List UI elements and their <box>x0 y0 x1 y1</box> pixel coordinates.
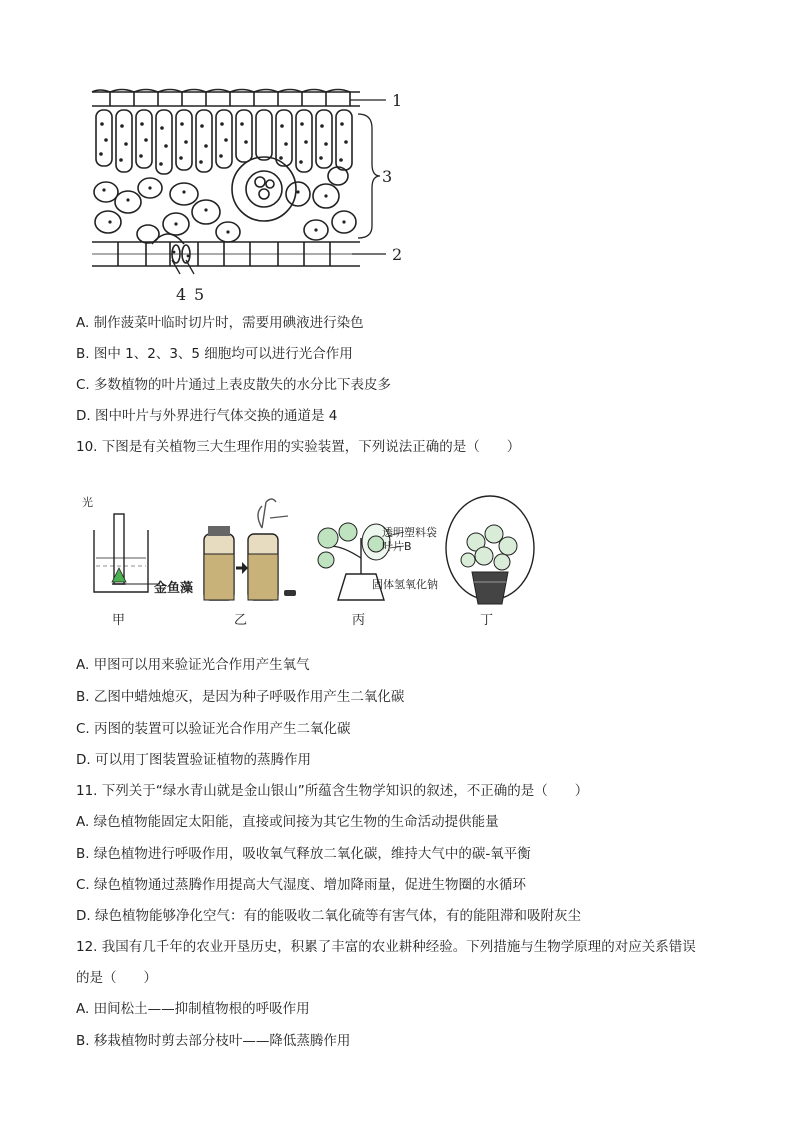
q9-option-d: D. 图中叶片与外界进行气体交换的通道是 4 <box>76 408 338 424</box>
q10-stem: 10. 下图是有关植物三大生理作用的实验装置，下列说法正确的是（ ） <box>76 439 521 455</box>
naoh-label: 固体氢氧化钠 <box>372 578 438 591</box>
q10-option-d: D. 可以用丁图装置验证植物的蒸腾作用 <box>76 752 311 768</box>
q12-option-b: B. 移栽植物时剪去部分枝叶——降低蒸腾作用 <box>76 1033 351 1049</box>
q10-option-c: C. 丙图的装置可以验证光合作用产生二氧化碳 <box>76 721 351 737</box>
label-2: 2 <box>392 245 403 264</box>
label-5: 5 <box>194 285 205 304</box>
label-1: 1 <box>392 91 403 110</box>
q9-option-c: C. 多数植物的叶片通过上表皮散失的水分比下表皮多 <box>76 377 392 393</box>
label-4: 4 <box>176 285 187 304</box>
plant-label: 金鱼藻 <box>154 581 194 596</box>
q9-option-a: A. 制作菠菜叶临时切片时，需要用碘液进行染色 <box>76 315 364 331</box>
q11-option-c: C. 绿色植物通过蒸腾作用提高大气湿度、增加降雨量，促进生物圈的水循环 <box>76 877 527 893</box>
bag-label: 透明塑料袋 <box>382 526 437 539</box>
experiment-figure <box>76 488 556 632</box>
apparatus-yi <box>204 499 296 600</box>
q10-option-b: B. 乙图中蜡烛熄灭，是因为种子呼吸作用产生二氧化碳 <box>76 689 405 705</box>
label-3: 3 <box>382 167 393 186</box>
apparatus-ding <box>446 496 534 604</box>
light-label: 光 <box>82 496 93 509</box>
caption-jia: 甲 <box>112 613 126 628</box>
leaf-cross-section-figure <box>88 84 418 306</box>
q9-option-b: B. 图中 1、2、3、5 细胞均可以进行光合作用 <box>76 346 353 362</box>
q12-stem-line1: 12. 我国有几千年的农业开垦历史，积累了丰富的农业耕种经验。下列措施与生物学原理的对应关系错误 <box>76 939 696 955</box>
q11-option-b: B. 绿色植物进行呼吸作用，吸收氧气释放二氧化碳，维持大气中的碳-氧平衡 <box>76 846 531 862</box>
leaf-b-label: 叶片B <box>382 540 412 553</box>
q11-option-d: D. 绿色植物能够净化空气：有的能吸收二氧化硫等有害气体，有的能阻滞和吸附灰尘 <box>76 908 581 924</box>
caption-ding: 丁 <box>480 613 494 628</box>
caption-yi: 乙 <box>234 613 248 628</box>
q12-stem-line2: 的是（ ） <box>76 970 157 986</box>
q11-option-a: A. 绿色植物能固定太阳能，直接或间接为其它生物的生命活动提供能量 <box>76 814 499 830</box>
q11-stem: 11. 下列关于“绿水青山就是金山银山”所蕴含生物学知识的叙述，不正确的是（ ） <box>76 783 589 799</box>
q12-option-a: A. 田间松土——抑制植物根的呼吸作用 <box>76 1001 310 1017</box>
caption-bing: 丙 <box>352 613 366 628</box>
q10-option-a: A. 甲图可以用来验证光合作用产生氧气 <box>76 657 310 673</box>
